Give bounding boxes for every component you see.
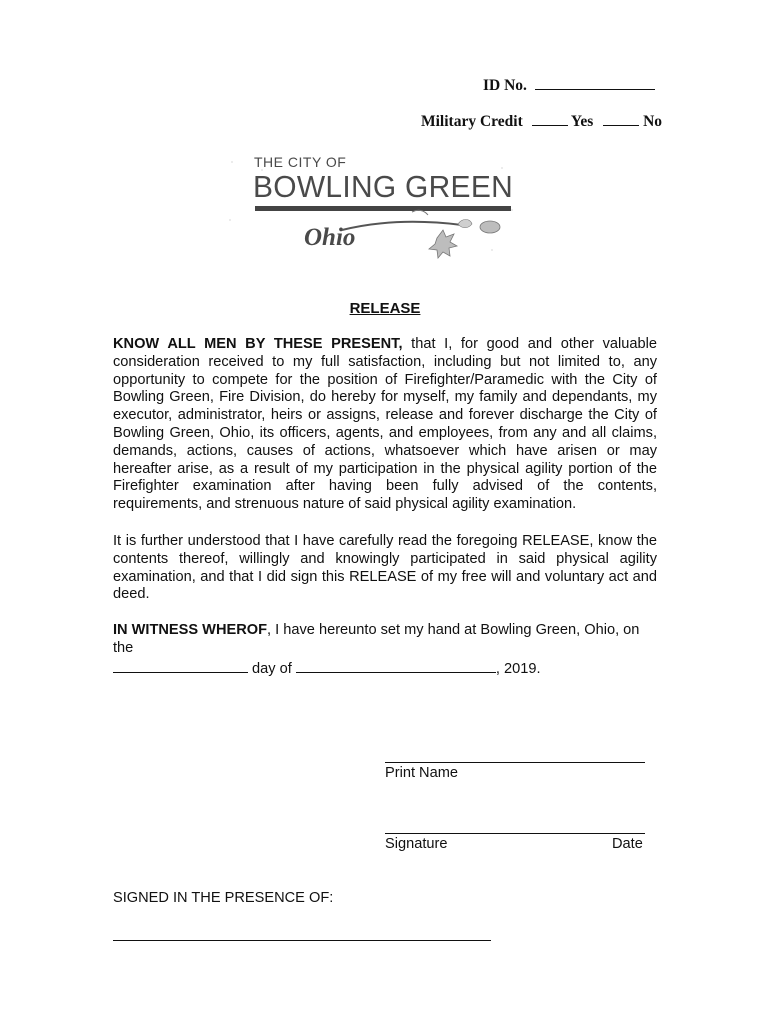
military-yes-label: Yes (570, 113, 594, 130)
military-no-blank[interactable] (603, 112, 639, 126)
month-blank[interactable] (296, 658, 496, 673)
signature-line[interactable] (385, 833, 645, 834)
witness-paragraph (113, 622, 657, 658)
logo-line3: Ohio (304, 224, 356, 251)
understanding-paragraph: It is further understood that I have carefully read the foregoing RELEASE, know the contents thereof, willingly and knowingly participated in said physical agility examination, and that I did sign this RELEASE of my free will and voluntary act and deed. (113, 533, 657, 603)
military-credit-label: Military Credit (421, 113, 523, 130)
release-paragraph-body: that I, for good and other valuable consideration received to my full satisfaction, including but not limited to, any opportunity to compete for the position of Firefighter/Paramedic with the City of Bowling Green, Fire Division, do hereby for myself, my family and dependants, my executor, administrator, heirs or assigns, release and forever discharge the City of Bowling Green, Ohio, its officers, agents, and employees, from any and all claims, demands, actions, causes of actions, whatsoever which have arisen or may hereafter arise, as a result of my participation in the physical agility portion of the Firefighter examination after having been fully advised of the contents, requirements, and strenuous nature of said physical agility examination. (113, 336, 657, 513)
city-logo-graphic (222, 150, 522, 270)
date-label: Date (612, 836, 643, 852)
logo-line1: THE CITY OF (254, 154, 347, 170)
witness-paragraph-lead: IN WITNESS WHEROF (113, 622, 268, 638)
print-name-label: Print Name (385, 765, 458, 781)
witness-signature-line[interactable] (113, 940, 491, 941)
city-logo (222, 150, 522, 270)
military-no-label: No (643, 113, 663, 130)
logo-line2: BOWLING GREEN (253, 169, 513, 204)
id-number-label: ID No. (483, 77, 527, 94)
bud-icon (480, 221, 500, 233)
witness-paragraph-body: , I have hereunto set my hand at Bowling Green, Ohio, on the (113, 622, 640, 656)
id-number-field (483, 76, 655, 95)
day-of-label: day of (248, 661, 296, 677)
day-blank[interactable] (113, 658, 248, 673)
witness-label: SIGNED IN THE PRESENCE OF: (113, 890, 334, 906)
year-label: , 2019. (495, 661, 541, 677)
date-line (113, 658, 541, 677)
document-title: RELEASE (349, 300, 421, 317)
release-paragraph-lead: KNOW ALL MEN BY THESE PRESENT, (113, 336, 403, 352)
release-paragraph (113, 336, 657, 514)
military-yes-blank[interactable] (532, 112, 568, 126)
print-name-line[interactable] (385, 762, 645, 763)
military-credit-field (421, 112, 662, 131)
id-number-blank[interactable] (535, 76, 655, 90)
signature-label: Signature (385, 836, 448, 852)
